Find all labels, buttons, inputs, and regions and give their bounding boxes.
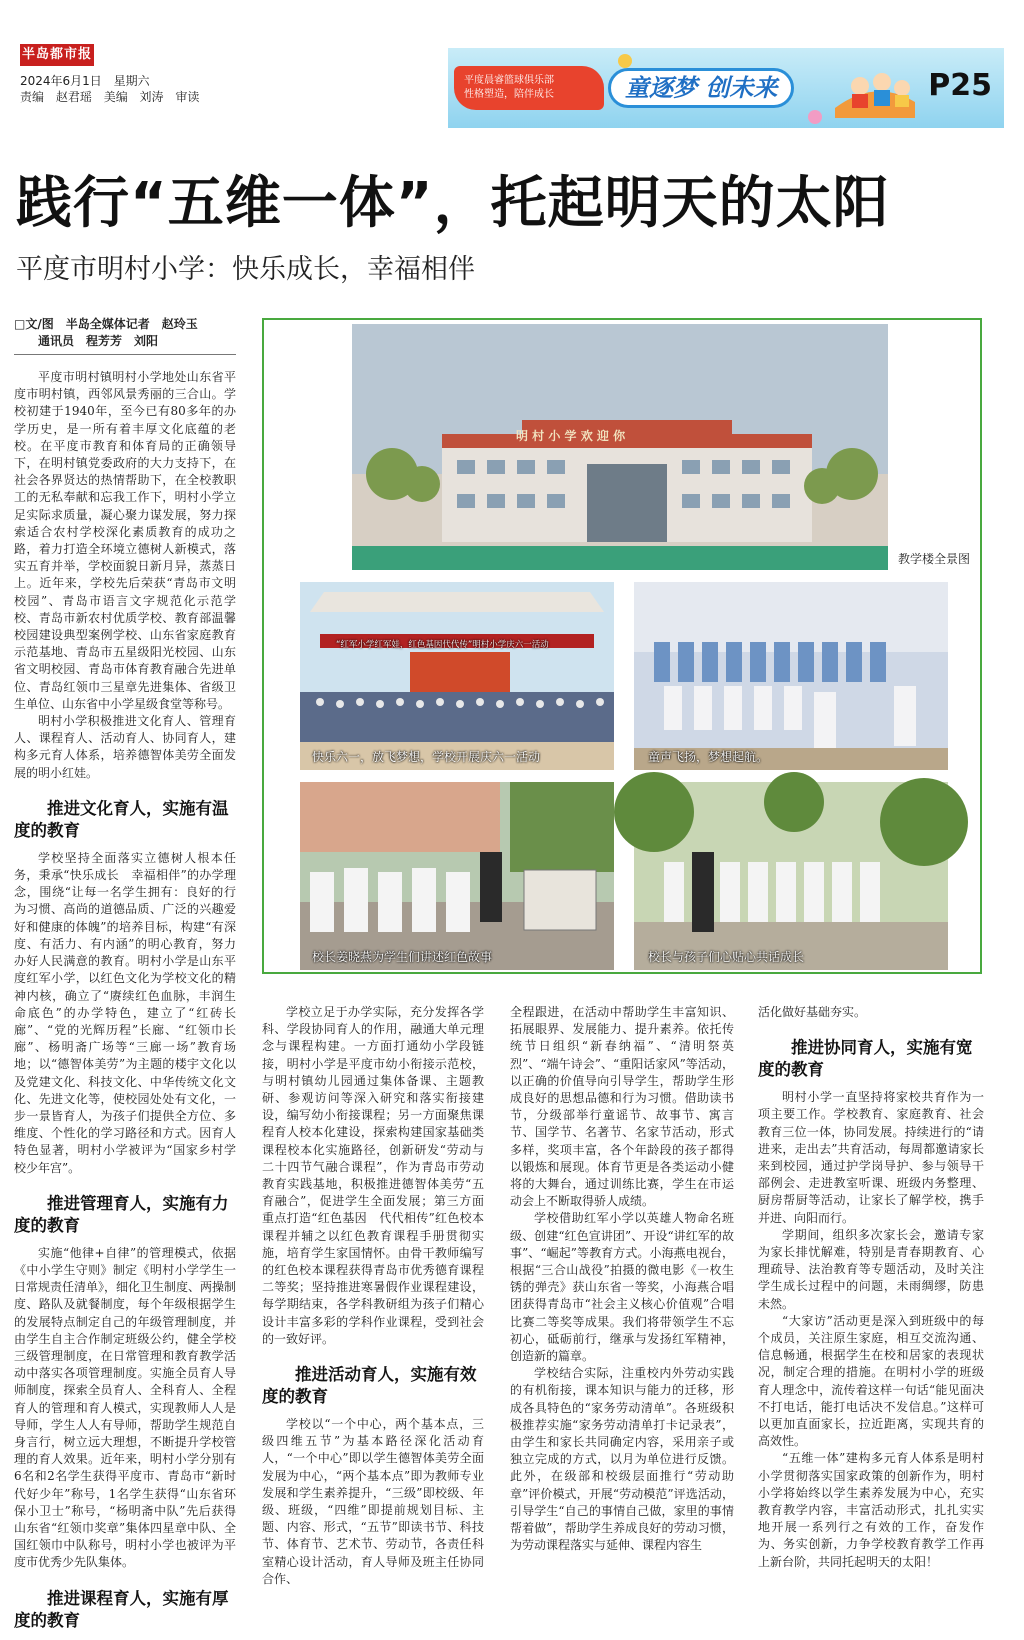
section-heading-line-1: 推进协同育人，实施有宽 (791, 1038, 973, 1058)
red-story-image (300, 782, 614, 970)
photo-collage (262, 318, 982, 974)
photo-caption-3: 童声飞扬，梦想起航。 (648, 750, 769, 764)
principal-students-image (634, 782, 948, 970)
section-heading-line-2: 度的教育 (14, 820, 80, 840)
children-day-event-image (300, 582, 614, 770)
school-building-image (352, 324, 888, 570)
banner-title: 童逐梦 创未来 (608, 68, 794, 108)
section-heading (14, 798, 236, 842)
paragraph: 明村小学积极推进文化育人、管理育人、课程育人、活动育人、协同育人，建构多元育人体系，培养德智体美劳全面发展的明小红娃。 (14, 714, 236, 780)
masthead (0, 0, 1024, 140)
bubble-icon (808, 110, 822, 124)
section-heading (14, 1588, 236, 1632)
paragraph: “大家访”活动更是深入到班级中的每个成员，关注原生家庭，相互交流沟通、信息畅通，根据学生在校和居家的表现状况，制定合理的措施。在明村小学的班级育人理念中，流传着这样一句话“能见面决不打电话，能打电话决不发信息。”这样可以更加直面家长，拉近距离，实现共育的高效性。 (758, 1313, 984, 1449)
paragraph: 实施“他律+自律”的管理模式，依据《中小学生守则》制定《明村小学学生一日常规责任清单》，细化卫生制度、两操制度、路队及就餐制度，每个年级根据学生的发展特点制定自己的年级管理制度，并由学生自主合作制定班级公约，健全学校三级管理制度，在日常管理和教育教学活动中落实各项管理制度。实施全员育人导师制度，探索全员育人、全科育人、全程育人的管理和育人模式，实现教师人人是导师，学生人人有导师，帮助学生规范自身言行，树立远大理想，不断提升学校管理的育人效果。近年来，明村小学分别有6名和2名学生获得平度市、青岛市“新时代好少年”称号，1名学生获得“山东省环保小卫士”称号，“杨明斋中队”先后获得山东省“红领巾奖章”集体四星章中队、全国红领巾中队称号，明村小学也被评为平度市优秀少先队集体。 (14, 1245, 237, 1570)
paper-logo: 半岛都市报 (20, 44, 94, 66)
paragraph: 学期间，组织多次家长会，邀请专家为家长排忧解难，特别是青春期教育、心理疏导、法治教育等专题活动，及时关注学生成长过程中的问题，未雨绸缪，防患未然。 (758, 1227, 984, 1311)
photo-caption-5: 校长与孩子们心贴心共话成长 (648, 950, 805, 964)
paragraph: 平度市明村镇明村小学地处山东省平度市明村镇，西邻风景秀丽的三合山。学校初建于1940年，至今已有80多年的办学历史，是一所有着丰厚文化底蕴的老校。在平度市教育和体育局的正确领导下，在明村镇党委政府的大力支持下，在社会各界贤达的热情帮助下，在全校教职工的无私奉献和忘我工作下，明村小学立足实际求质量，凝心聚力谋发展，努力探索适合农村学校深化素质教育的成功之路，着力打造全环境立德树人新模式，落实五育并举，学校面貌日新月异，蒸蒸日上。近年来，学校先后荣获“青岛市文明校园”、青岛市语言文字规范化示范学校、青岛市新农村优质学校、教育部温馨校园建设典型案例学校、山东省家庭教育示范基地、青岛市五星级阳光校园、山东省文明校园、青岛市体育教育融合先进单位、青岛红领巾三星章先进集体、省级卫生单位、山东省中小学星级食堂等称号。 (14, 370, 236, 711)
school-sign-text: 明 村 小 学 欢 迎 你 (516, 429, 626, 443)
paragraph: 学校结合实际，注重校内外劳动实践的有机衔接，课本知识与能力的迁移，形成各具特色的“家务劳动清单”。各班级积极推荐实施“家务劳动清单打卡记录表”，由学生和家长共同确定内容，采用亲子或独立完成的方式，以月为单位进行反馈。此外，在级部和校级层面推行“劳动助章”评价模式，开展“劳动模范”评选活动，引导学生“自己的事情自己做，家里的事情帮着做”，帮助学生养成良好的劳动习惯，为劳动课程落实与延伸、课程内容生 (510, 1366, 734, 1553)
credit-line (20, 88, 207, 105)
principal-students-photo (634, 782, 948, 970)
credit-label-designer: 美编 (103, 90, 128, 104)
section-heading (14, 1193, 236, 1237)
text-column-1 (14, 316, 236, 1640)
section-heading-line-1: 推进文化育人，实施有温 (47, 798, 229, 818)
text-column-3 (510, 1004, 734, 1555)
paragraph: 活化做好基础夯实。 (758, 1005, 867, 1019)
byline (14, 316, 236, 355)
red-story-photo (300, 782, 614, 970)
section-heading-line-2: 度的教育 (14, 1215, 80, 1235)
paragraph: 全程跟进，在活动中帮助学生丰富知识、拓展眼界、发展能力、提升素养。依托传统节日组织“新春纳福”、“清明祭英烈”、“端午诗会”、“重阳话家风”等活动，以正确的价值导向引导学生，帮助学生形成良好的思想品德和行为习惯。借助读书节，分级部举行童谣节、故事节、寓言节、国学节、名著节、名家节活动，形式多样，奖项丰富，各个年龄段的孩子都得以锻炼和展现。体育节更是各类运动小健将的大舞台，通过训练比赛，学生在市运动会上不断取得骄人成绩。 (510, 1005, 734, 1209)
section-heading (262, 1364, 484, 1408)
photo-caption-main: 教学楼全景图 (898, 552, 971, 566)
paragraph: 学校借助红军小学以英雄人物命名班级、创建“红色宣讲团”、开设“讲红军的故事”、“崛起”等教育方式。小海燕电视台，根据“三合山战役”拍摄的微电影《一枚生锈的弹壳》获山东省一等奖，小海燕合唱团获得青岛市“社会主义核心价值观”合唱比赛二等奖等成果。我们将带领学生不忘初心，砥砺前行，继承与发扬红军精神，创造新的篇章。 (510, 1211, 734, 1364)
article-subhead: 平度市明村小学：快乐成长，幸福相伴 (16, 254, 475, 285)
photo-caption-2: 快乐六一，放飞梦想，学校开展庆六一活动 (312, 750, 541, 764)
text-column-2 (262, 1004, 484, 1588)
page-number: P25 (928, 68, 992, 103)
paragraph: 学校坚持全面落实立德树人根本任务，秉承“快乐成长 幸福相伴”的办学理念，围绕“让每一名学生拥有：良好的行为习惯、高尚的道德品质、广泛的兴趣爱好和健康的体魄”的培养目标，构建“有深度、有活力、有内涵”的明心教育，努力办好人民满意的教育。明村小学是山东平度红军小学，以红色文化为学校文化的精神内核，确立了“赓续红色血脉，丰润生命底色”的办学特色，建立了“红砖长廊”、“党的光辉历程”长廊、“红领巾长廊”、杨明斋广场等“三廊一场”教育场地；以“德智体美劳”为主题的楼宇文化以及党建文化、科技文化、中华传统文化文化、先进文化等，使校园处处有文化，一步一景皆育人，为孩子们提供全方位、多维度、个性化的学习路径和方式。因育人特色显著，明村小学被评为“国家乡村学校少年宫”。 (14, 850, 236, 1175)
section-heading (758, 1037, 984, 1081)
choir-photo (634, 582, 948, 770)
ribbon-line-1: 平度晨睿篮球俱乐部 (464, 75, 554, 86)
credit-editor-name: 赵君瑶 (55, 90, 92, 104)
section-heading-line-1: 推进活动育人，实施有效 (295, 1365, 477, 1385)
photo-caption-4: 校长姜晓燕为学生们讲述红色故事 (312, 950, 493, 964)
children-illustration-icon (830, 58, 920, 118)
section-heading-line-2: 度的教育 (758, 1060, 824, 1080)
choir-image (634, 582, 948, 770)
paragraph: 学校以“一个中心，两个基本点，三级四维五节”为基本路径深化活动育人，“一个中心”即以学生德智体美劳全面发展为中心，“两个基本点”即为教师专业发展和学生素养提升，“三级”即校级、年级、班级，“四维”即提前规划目标、主题、内容、形式，“五节”即读书节、科技节、体育节、艺术节、劳动节，各责任科室精心设计活动，育人导师及班主任协同合作、 (262, 1417, 484, 1586)
children-day-event-photo (300, 582, 614, 770)
paragraph: 学校立足于办学实际，充分发挥各学科、学段协同育人的作用，融通大单元理念与课程构建。一方面打通幼小学段链接，明村小学是平度市幼小衔接示范校，与明村镇幼儿园通过集体备课、主题教研、参观访问等深入研究和落实衔接建设，编写幼小衔接课程；另一方面聚焦课程育人校本化建设，探索构建国家基础类课程校本化实施路径，创新研发“劳动与二十四节气融合课程”，作为青岛市劳动教育实践基地，积极推进德智体美劳“五育融合”，促进学生全面发展；第三方面重点打造“红色基因 代代相传”红色校本课程并辅之以红色教育课程手册贯彻实施，培育学生家国情怀。由骨干教师编写的红色校本课程获得青岛市优秀德育课程二等奖；坚持推进寒暑假作业课程建设，每学期结束，各学科教研组为孩子们精心设计丰富多彩的学科作业课程，受到社会的一致好评。 (262, 1005, 484, 1346)
text-column-4 (758, 1004, 984, 1571)
paragraph: 明村小学一直坚持将家校共育作为一项主要工作。学校教育、家庭教育、社会教育三位一体，协同发展。持续进行的“请进来，走出去”共育活动，每周都邀请家长来到校园，通过护学岗导护、参与领导干部例会、走进教室听课、班级内务整理、厨房帮厨等活动，让家长了解学校，携手并进、向阳而行。 (758, 1090, 984, 1225)
date-text: 2024年6月1日 (20, 74, 102, 88)
event-banner-text: “红军小学红军娃，红色基因代代传”明村小学庆六一活动 (336, 640, 549, 650)
credit-label-proof: 审读 (175, 90, 200, 104)
section-heading-line-2: 度的教育 (262, 1387, 328, 1407)
paragraph: “五维一体”建构多元育人体系是明村小学贯彻落实国家政策的创新作为，明村小学将始终以学生素养发展为中心，充实教育教学内容，丰富活动形式，扎扎实实地开展一系列行之有效的工作，奋发作为、务实创新，力争学校教育教学工作再上新台阶，共同托起明天的太阳！ (758, 1451, 984, 1569)
school-building-photo (352, 324, 888, 570)
section-heading-line-1: 推进课程育人，实施有厚 (47, 1588, 229, 1608)
banner-ribbon (454, 66, 604, 110)
weekday-text: 星期六 (113, 74, 150, 88)
star-icon (618, 54, 632, 68)
credit-label-editor: 责编 (20, 90, 45, 104)
section-banner (448, 48, 1004, 128)
article-headline: 践行“五维一体”，托起明天的太阳 (16, 171, 890, 236)
date-line (20, 72, 158, 89)
byline-line-1: □文/图 半岛全媒体记者 赵玲玉 (14, 317, 198, 331)
section-heading-line-2: 度的教育 (14, 1610, 80, 1630)
ribbon-line-2: 性格塑造，陪伴成长 (464, 89, 554, 100)
section-heading-line-1: 推进管理育人，实施有力 (47, 1193, 229, 1213)
byline-line-2: 通讯员 程芳芳 刘阳 (38, 334, 159, 348)
credit-designer-name: 刘涛 (139, 90, 164, 104)
